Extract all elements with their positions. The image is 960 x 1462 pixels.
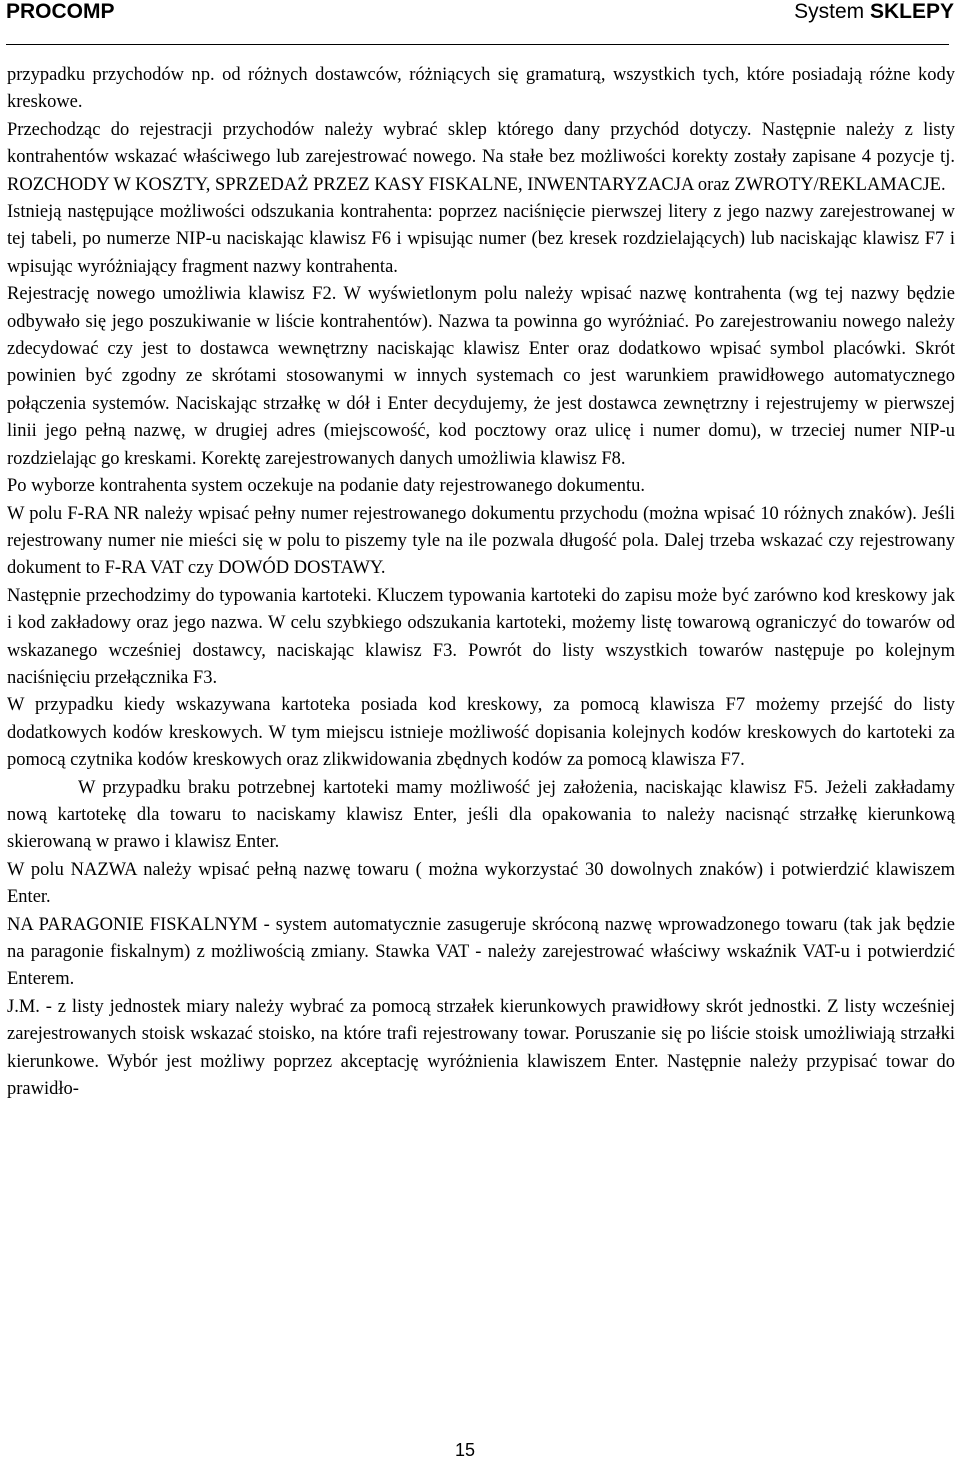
body-text xyxy=(7,62,955,1103)
header-system-prefix: System xyxy=(794,0,865,23)
paragraph: W polu F-RA NR należy wpisać pełny numer rejestrowanego dokumentu przychodu (można wpisać 10 różnych znaków). Jeśli rejestrowany numer nie mieści się w polu to piszemy tyle na ile pozwala długość pola. Dalej trzeba wskazać czy rejestrowany dokument to F-RA VAT czy DOWÓD DOSTAWY. xyxy=(7,503,955,579)
paragraph: Następnie przechodzimy do typowania kartoteki. Kluczem typowania kartoteki do zapisu może być zarówno kod kreskowy jak i kod zakładowy oraz jego nazwa. W celu szybkiego odszukania kartoteki, możemy listę towarową ograniczyć do towarów od wskazanego wcześniej dostawcy, naciskając klawisz F3. Powrót do listy wszystkich towarów następuje po kolejnym naciśnięciu przełącznika F3. xyxy=(7,585,955,688)
header-system xyxy=(794,0,954,24)
header-company: PROCOMP xyxy=(6,0,115,23)
paragraph: Istnieją następujące możliwości odszukania kontrahenta: poprzez naciśnięcie pierwszej litery z jego nazwy zarejestrowanej w tej tabeli, po numerze NIP-u naciskając klawisz F6 i wpisując numer (bez kresek rozdzielających) lub naciskając klawisz F7 i wpisując wyróżniający fragment nazwy kontrahenta. xyxy=(7,202,955,277)
page-number: 15 xyxy=(454,1440,476,1460)
paragraph: NA PARAGONIE FISKALNYM - system automatycznie zasugeruje skróconą nazwę wprowadzonego towaru (tak jak będzie na paragonie fiskalnym) z możliwością zmiany. Stawka VAT - należy zarejestrować właściwy wskaźnik VAT-u i potwierdzić Enterem. xyxy=(7,914,955,990)
page-header xyxy=(6,0,954,30)
paragraph: W przypadku braku potrzebnej kartoteki mamy możliwość jej założenia, naciskając klawisz F5. Jeżeli zakładamy nową kartotekę dla towaru to naciskamy klawisz Enter, jeśli dla opakowania to należy nacisnąć strzałkę kierunkową skierowaną w prawo i klawisz Enter. xyxy=(7,777,955,853)
header-rule xyxy=(6,44,949,45)
paragraph: J.M. - z listy jednostek miary należy wybrać za pomocą strzałek kierunkowych prawidłowy skrót jednostki. Z listy wcześniej zarejestrowanych stoisk wskazać stoisko, na które trafi rejestrowany towar. Poruszanie się po liście stoisk umożliwiają strzałki kierunkowe. Wybór jest możliwy poprzez akceptację wyróżnienia klawiszem Enter. Następnie należy przypisać towar do prawidło- xyxy=(7,996,955,1100)
paragraph: W polu NAZWA należy wpisać pełną nazwę towaru ( można wykorzystać 30 dowolnych znaków) i potwierdzić klawiszem Enter. xyxy=(7,859,955,908)
paragraph: Po wyborze kontrahenta system oczekuje na podanie daty rejestrowanego dokumentu. xyxy=(7,476,646,497)
paragraph: Przechodząc do rejestracji przychodów należy wybrać sklep którego dany przychód dotyczy. Następnie należy z listy kontrahentów wskazać właściwego lub zarejestrować nowego. Na stałe bez możliwości korekty zostały zapisane 4 pozycje tj. ROZCHODY W KOSZTY, SPRZEDAŻ PRZEZ KASY FISKALNE, INWENTARYZACJA oraz ZWROTY/REKLAMACJE. xyxy=(7,119,955,195)
paragraph: przypadku przychodów np. od różnych dostawców, różniących się gramaturą, wszystkich tych, które posiadają różne kody kreskowe. xyxy=(7,65,955,113)
paragraph: W przypadku kiedy wskazywana kartoteka posiada kod kreskowy, za pomocą klawisza F7 możemy przejść do listy dodatkowych kodów kreskowych. W tym miejscu istnieje możliwość dopisania kolejnych kodów kreskowych do kartoteki za pomocą czytnika kodów kreskowych oraz zlikwidowania zbędnych kodów za pomocą klawisza F7. xyxy=(7,695,955,771)
paragraph: Rejestrację nowego umożliwia klawisz F2. W wyświetlonym polu należy wpisać nazwę kontrahenta (wg tej nazwy będzie odbywało się jego poszukiwanie w liście kontrahentów). Nazwa ta powinna go wyróżniać. Po zarejestrowaniu nowego należy zdecydować czy jest to dostawca wewnętrzny naciskając klawisz Enter oraz dodatkowo wpisać symbol placówki. Skrót powinien być zgodny ze skrótami stosowanymi w innych systemach co jest warunkiem prawidłowego automatycznego połączenia systemów. Naciskając strzałkę w dół i Enter decydujemy, że jest dostawca zewnętrzny i rejestrujemy w pierwszej linii jego pełną nazwę, w drugiej adres (miejscowość, kod pocztowy oraz ulicę i numer domu), w trzeciej numer NIP-u rozdzielając go kreskami. Korektę zarejestrowanych danych umożliwia klawisz F8. xyxy=(7,284,955,469)
header-system-name: SKLEPY xyxy=(869,0,954,23)
